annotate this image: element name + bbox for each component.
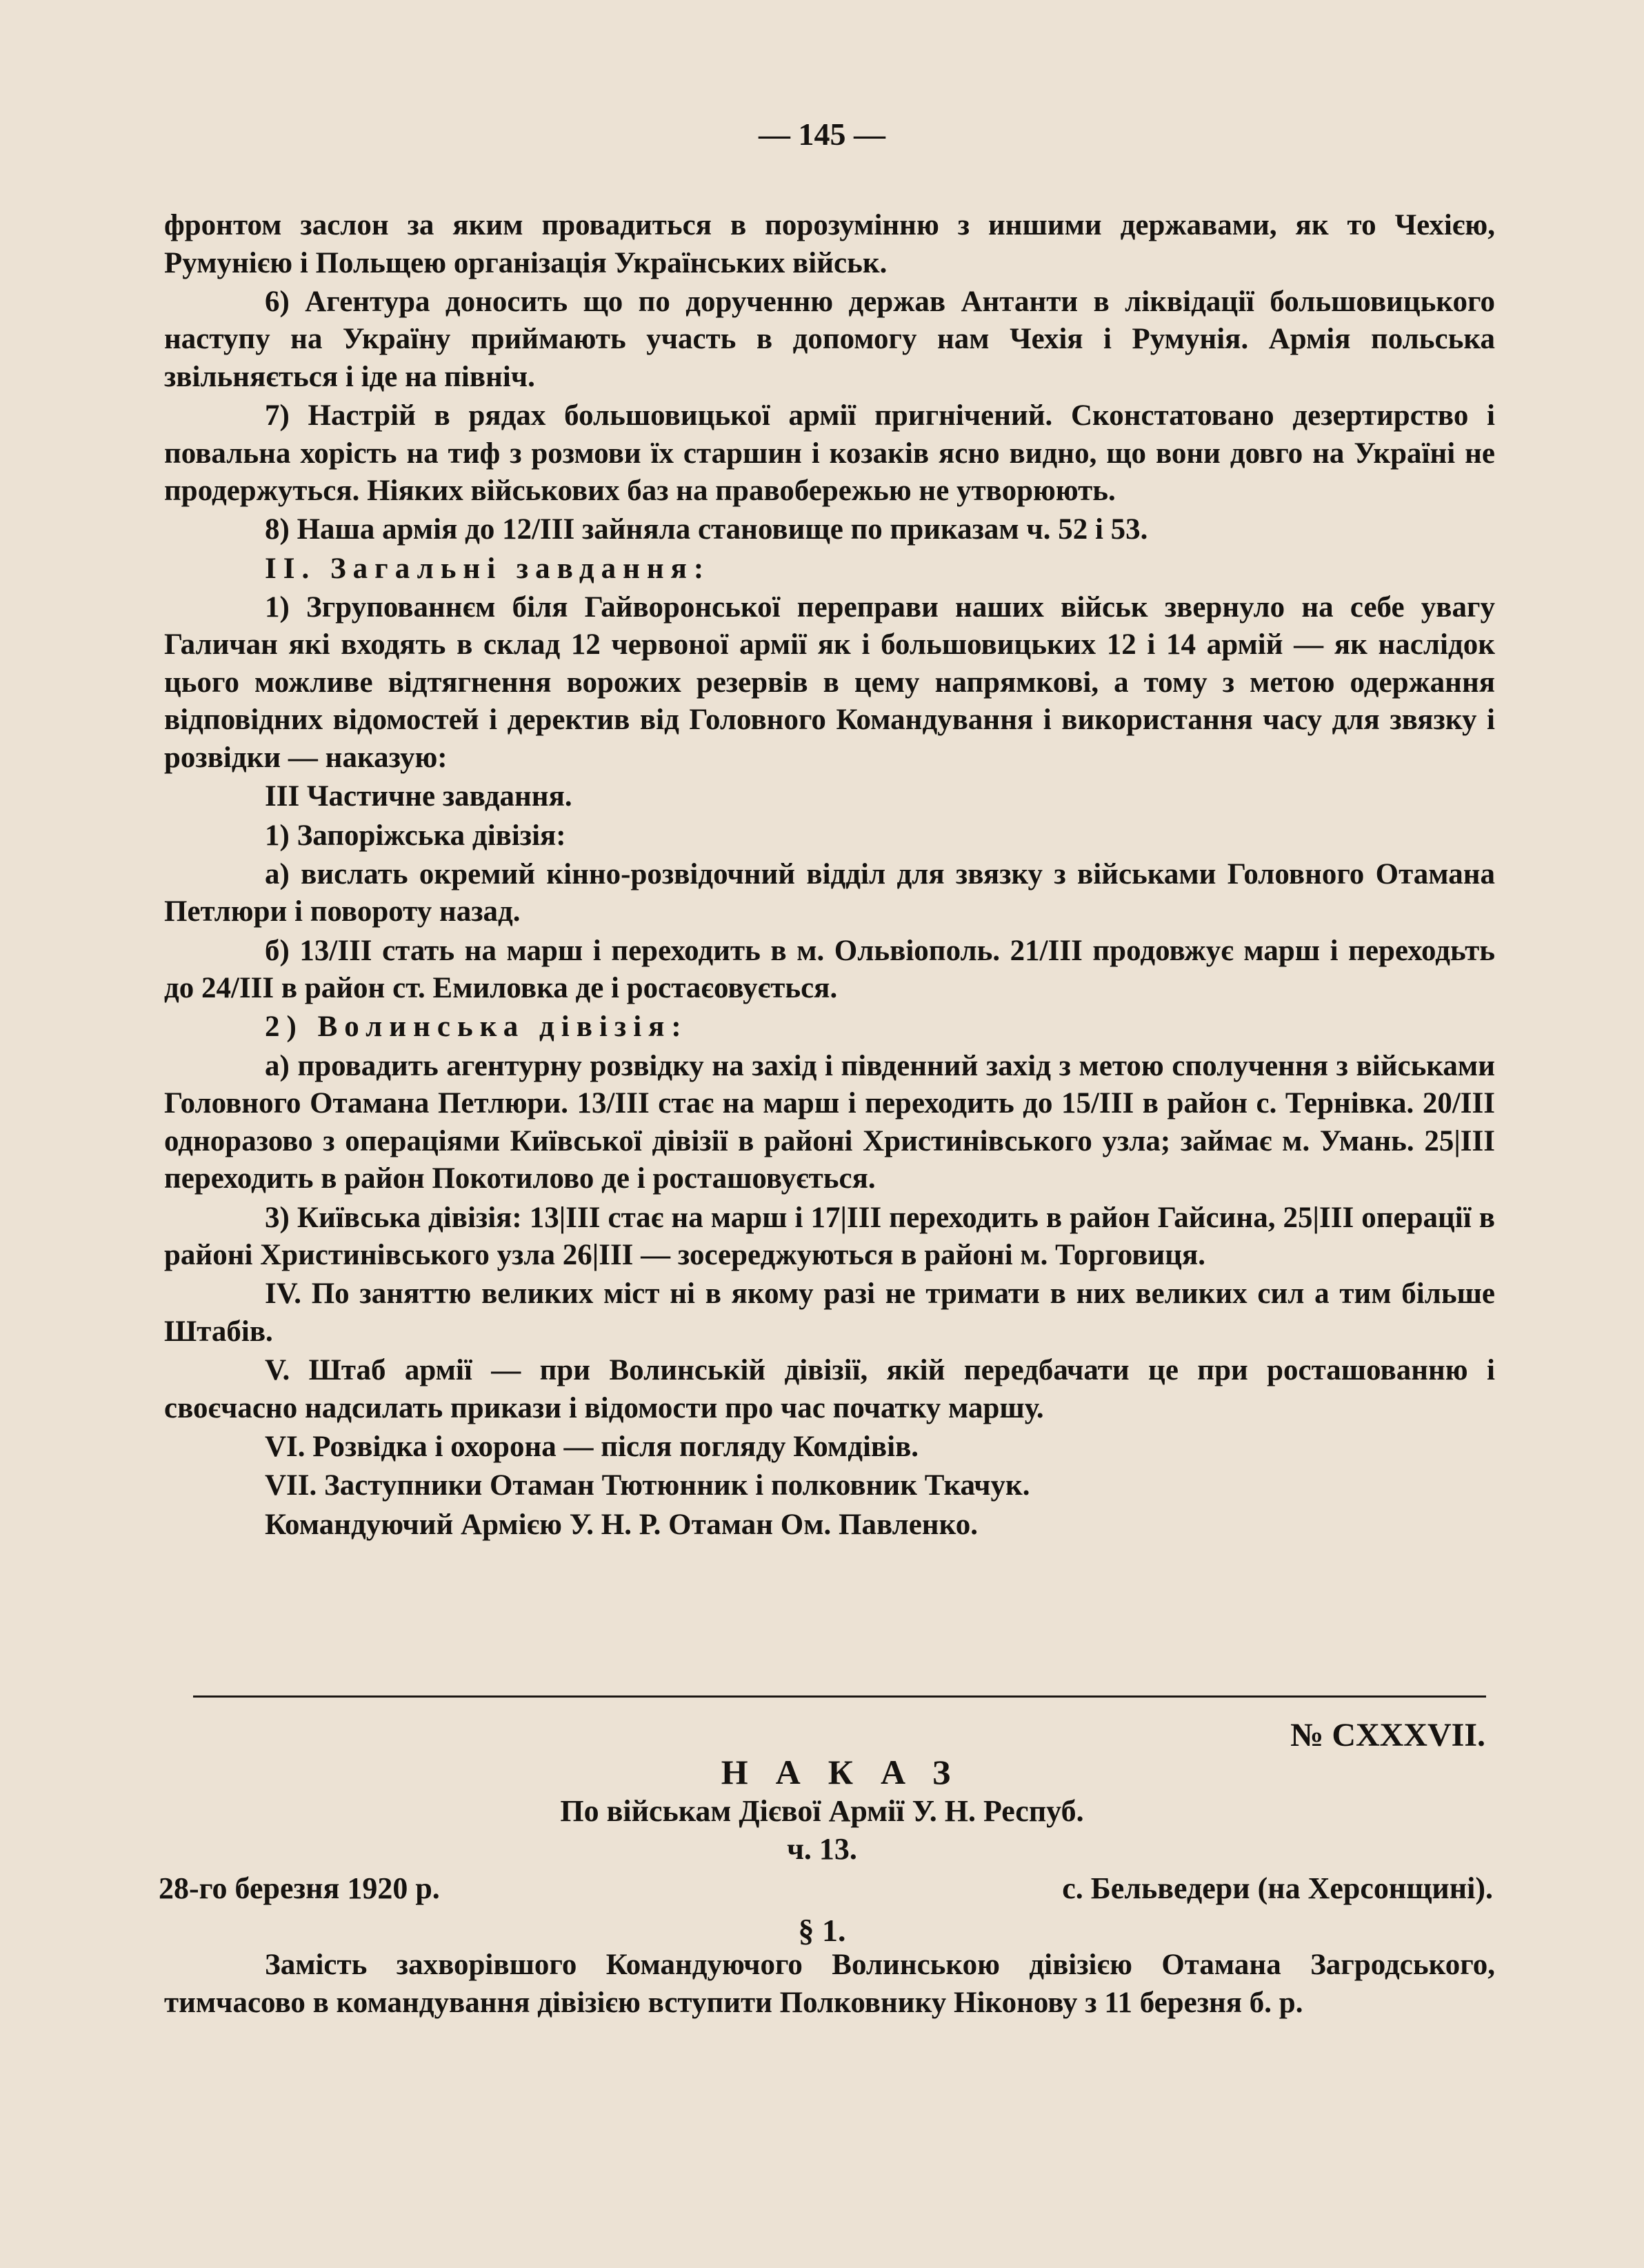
divider-line [193,1695,1486,1698]
order-continuation [164,207,1495,1545]
paragraph: IV. По заняттю великих міст ні в якому разі не тримати в них великих сил а тим більше Штабів. [164,1277,1495,1348]
order-subtitle: По військам Дієвої Армії У. Н. Респуб. [560,1794,1084,1828]
paragraph: 3) Київська дівізія: 13|III стає на марш і 17|III переходить в район Гайсина, 25|III операції в районі Христинівського узла 26|III — зосереджуються в районі м. Торговиця. [164,1201,1495,1272]
paragraph: 1) Згрупованнєм біля Гайворонської переправи наших військ звернуло на себе увагу Галичан які входять в склад 12 червоної армії як і большовицьких 12 і 14 армій — як наслідок цього можливе відтягнення ворожих резервів в цему напрямкові, а тому з метою одержання відповідних відомостей і деректив від Головного Командування і використання часу для звязку і розвідки — наказую: [164,590,1495,774]
paragraph: б) 13/III стать на марш і переходить в м. Ольвіополь. 21/III продовжує марш і переходьть до 24/III в район ст. Емиловка де і ростаєовується. [164,934,1495,1005]
order-date: 28-го березня 1920 р. [159,1871,440,1905]
section-number: § 1. [798,1913,846,1948]
order-place: с. Бельведери (на Херсонщині). [1062,1871,1493,1905]
paragraph: V. Штаб армії — при Волинській дівізії, якій передбачати це при росташованню і своєчасно надсилать прикази і відомости про час початку маршу. [164,1354,1495,1424]
order-title: НАКАЗ [721,1753,979,1791]
paragraph: 6) Агентура доносить що по дорученню держав Антанти в ліквідації большовицького наступу на Україну приймають участь в допомогу нам Чехія і Румунія. Армія польська звільняється і іде на північ. [164,285,1495,393]
paragraph: 7) Настрій в рядах большовицької армії пригнічений. Сконстатовано дезертирство і повальна хорість на тиф з розмови їх старшин і козаків ясно видно, що вони довго на Україні не продержуться. Ніяких військових баз на правобережью не утворюють. [164,399,1495,508]
section-heading: 2) Волинська дівізія: [265,1011,688,1044]
date-place-row [159,1871,1493,1906]
section-heading: III Частичне завдання. [265,780,572,813]
signature-line: Командуючий Армією У. Н. Р. Отаман Ом. Павленко. [265,1508,979,1541]
paragraph: а) вислать окремий кінно-розвідочний відділ для звязку з військами Головного Отамана Петлюри і повороту назад. [164,857,1495,928]
paragraph: 8) Наша армія до 12/III зайняла становище по приказам ч. 52 і 53. [265,513,1148,546]
paragraph: VII. Заступники Отаман Тютюнник і полковник Ткачук. [265,1469,1030,1502]
order-part: ч. 13. [787,1832,857,1866]
page-number: — 145 — [759,117,885,152]
paragraph: а) провадить агентурну розвідку на захід і південний захід з метою сполучення з військами Головного Отамана Петлюри. 13/III стає на марш і переходить до 15/III в район с. Тернівка. 20/III одноразово з операціями Київської дівізії в районі Христинівського узла; займає м. Умань. 25|III переходить в район Покотилово де і росташовується. [164,1049,1495,1195]
paragraph: Замість захворівшого Командуючого Волинською дівізією Отамана Загродського, тимчасово в командування дівізією вступити Полковнику Ніконову з 11 березня б. р. [164,1949,1495,2019]
order-number: № CXXXVII. [1290,1717,1485,1753]
paragraph: фронтом заслон за яким провадиться в порозумінню з иншими державами, як то Чехією, Румунією і Польщею організація Українських військ. [164,209,1495,279]
section-heading: II. Загальні завдання: [265,552,711,585]
paragraph: 1) Запоріжська дівізія: [265,819,566,852]
order-body [164,1947,1495,2023]
paragraph: VI. Розвідка і охорона — після погляду Комдівів. [265,1430,919,1463]
